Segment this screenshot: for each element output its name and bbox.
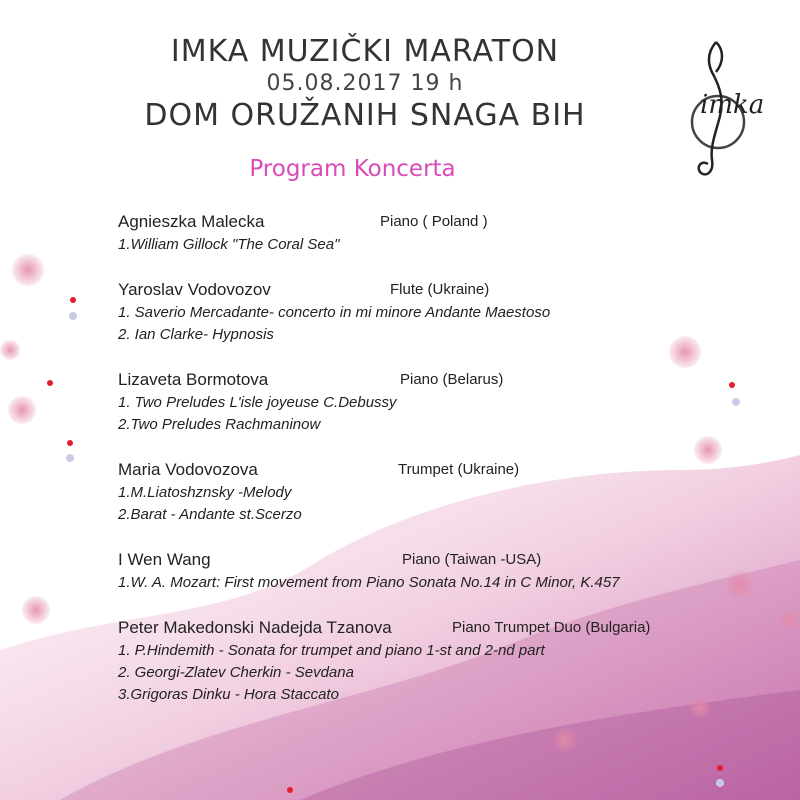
performer-instrument: Piano Trumpet Duo (Bulgaria) xyxy=(452,619,651,636)
performer-block xyxy=(118,458,738,526)
piece-line: 1. Saverio Mercadante- concerto in mi minore Andante Maestoso xyxy=(118,304,551,321)
performer-name: Agnieszka Malecka xyxy=(118,212,265,231)
performer-instrument: Flute (Ukraine) xyxy=(390,281,490,298)
header xyxy=(0,34,730,134)
event-title: IMKA MUZIČKI MARATON xyxy=(170,34,560,69)
piece-line: 1.W. A. Mozart: First movement from Piano Sonata No.14 in C Minor, K.457 xyxy=(118,574,620,591)
performer-block xyxy=(118,548,738,594)
piece-line: 2. Ian Clarke- Hypnosis xyxy=(118,326,274,343)
piece-line: 1.M.Liatoshznsky -Melody xyxy=(118,484,292,501)
event-date: 05.08.2017 19 h xyxy=(266,71,464,96)
performer-instrument: Piano ( Poland ) xyxy=(380,213,488,230)
piece-line: 2.Barat - Andante st.Scerzo xyxy=(118,506,302,523)
piece-line: 1. Two Preludes L'isle joyeuse C.Debussy xyxy=(118,394,397,411)
piece-line: 1. P.Hindemith - Sonata for trumpet and piano 1-st and 2-nd part xyxy=(118,642,545,659)
program-subtitle: Program Koncerta xyxy=(249,156,456,182)
performer-block xyxy=(118,278,738,346)
piece-line: 2. Georgi-Zlatev Cherkin - Sevdana xyxy=(118,664,354,681)
logo-text: imka xyxy=(700,90,765,120)
performer-block xyxy=(118,210,738,256)
performer-name: Maria Vodovozova xyxy=(118,460,258,479)
performer-name: Peter Makedonski Nadejda Tzanova xyxy=(118,618,392,637)
event-venue: DOM ORUŽANIH SNAGA BIH xyxy=(144,98,586,133)
performer-instrument: Piano (Belarus) xyxy=(400,371,504,388)
program-list xyxy=(118,210,738,728)
piece-line: 1.William Gillock "The Coral Sea" xyxy=(118,236,340,253)
performer-name: Lizaveta Bormotova xyxy=(118,370,269,389)
performer-instrument: Trumpet (Ukraine) xyxy=(398,461,520,478)
piece-line: 3.Grigoras Dinku - Hora Staccato xyxy=(118,686,339,703)
performer-block xyxy=(118,616,738,706)
performer-instrument: Piano (Taiwan -USA) xyxy=(402,551,542,568)
piece-line: 2.Two Preludes Rachmaninow xyxy=(118,416,321,433)
performer-name: I Wen Wang xyxy=(118,550,211,569)
performer-block xyxy=(118,368,738,436)
performer-name: Yaroslav Vodovozov xyxy=(118,280,271,299)
